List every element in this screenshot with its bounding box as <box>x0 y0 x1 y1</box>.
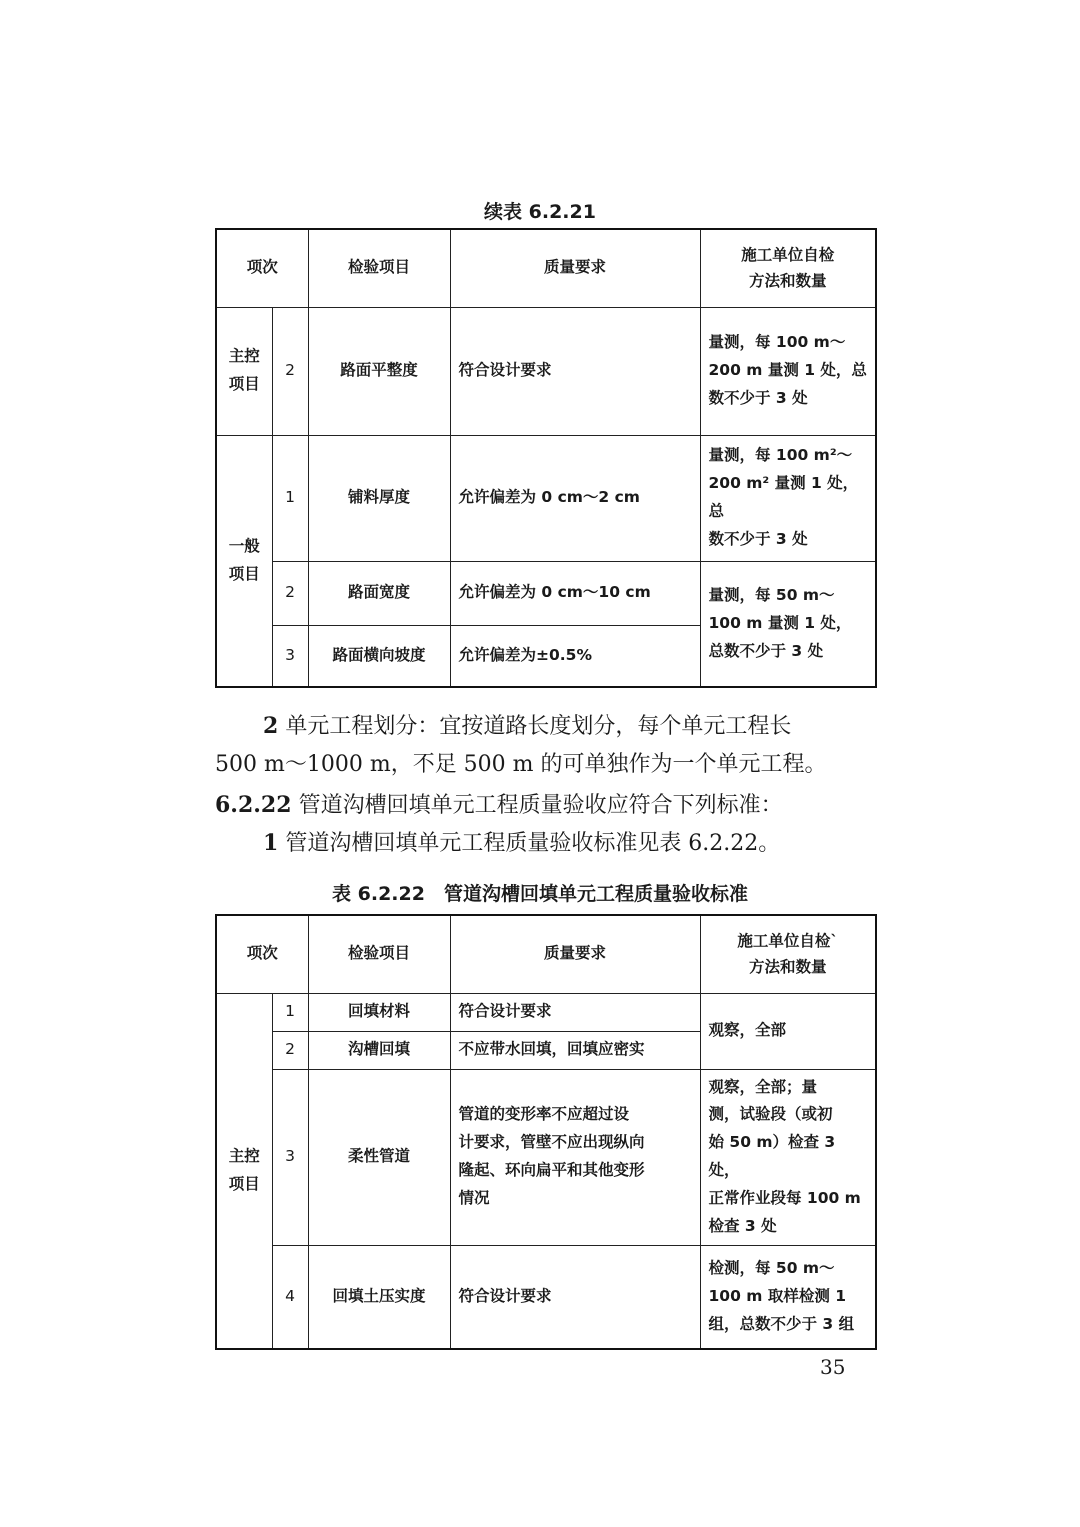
page-number: 35 <box>820 1355 846 1379</box>
check-method: 量测，每 100 m～ 200 m 量测 1 处，总 数不少于 3 处 <box>700 307 876 435</box>
table-caption: 表 6.2.22 管道沟槽回填单元工程质量验收标准 <box>332 883 748 905</box>
quality-requirement: 允许偏差为 0 cm～10 cm <box>450 561 700 625</box>
check-item: 柔性管道 <box>308 1069 450 1245</box>
quality-requirement: 允许偏差为±0.5% <box>450 625 700 687</box>
header-check: 检验项目 <box>308 229 450 307</box>
header-method: 施工单位自检` 方法和数量 <box>700 915 876 993</box>
clause-text: 管道沟槽回填单元工程质量验收应符合下列标准： <box>298 793 783 818</box>
quality-requirement: 符合设计要求 <box>450 993 700 1031</box>
check-item: 路面横向坡度 <box>308 625 450 687</box>
check-item: 回填材料 <box>308 993 450 1031</box>
row-number: 2 <box>272 1031 308 1069</box>
check-method: 观察，全部；量 测，试验段（或初 始 50 m）检查 3 处， 正常作业段每 100 m 检查 3 处 <box>700 1069 876 1245</box>
table-caption: 续表 6.2.21 <box>484 201 596 223</box>
header-quality: 质量要求 <box>450 915 700 993</box>
check-item: 回填土压实度 <box>308 1245 450 1349</box>
check-item: 沟槽回填 <box>308 1031 450 1069</box>
quality-requirement: 符合设计要求 <box>450 1245 700 1349</box>
header-item: 项次 <box>216 915 308 993</box>
category-main: 主控 项目 <box>216 307 272 435</box>
row-number: 3 <box>272 1069 308 1245</box>
check-item: 路面平整度 <box>308 307 450 435</box>
row-number: 4 <box>272 1245 308 1349</box>
row-number: 1 <box>272 435 308 561</box>
category-main: 主控 项目 <box>216 993 272 1349</box>
paragraph-clause-6-2-22 <box>215 786 875 825</box>
quality-requirement: 不应带水回填，回填应密实 <box>450 1031 700 1069</box>
quality-requirement: 符合设计要求 <box>450 307 700 435</box>
header-method: 施工单位自检 方法和数量 <box>700 229 876 307</box>
table-6-2-22 <box>215 914 877 1350</box>
check-method: 检测，每 50 m～ 100 m 取样检测 1 组，总数不少于 3 组 <box>700 1245 876 1349</box>
header-quality: 质量要求 <box>450 229 700 307</box>
check-method: 量测，每 50 m～ 100 m 量测 1 处， 总数不少于 3 处 <box>700 561 876 687</box>
quality-requirement: 允许偏差为 0 cm～2 cm <box>450 435 700 561</box>
clause-number: 6.2.22 <box>215 792 292 818</box>
quality-requirement: 管道的变形率不应超过设 计要求，管壁不应出现纵向 隆起、环向扁平和其他变形 情况 <box>450 1069 700 1245</box>
row-number: 1 <box>272 993 308 1031</box>
check-method: 观察，全部 <box>700 993 876 1069</box>
header-item: 项次 <box>216 229 308 307</box>
paragraph-text-continued: 500 m～1000 m，不足 500 m 的可单独作为一个单元工程。 <box>215 752 827 777</box>
table-6-2-21-continued <box>215 228 877 688</box>
check-item: 路面宽度 <box>308 561 450 625</box>
paragraph-text: 管道沟槽回填单元工程质量验收标准见表 6.2.22。 <box>285 831 781 856</box>
header-check: 检验项目 <box>308 915 450 993</box>
paragraph-number: 1 <box>263 830 279 856</box>
check-item: 铺料厚度 <box>308 435 450 561</box>
row-number: 2 <box>272 561 308 625</box>
paragraph-text: 单元工程划分：宜按道路长度划分，每个单元工程长 <box>285 714 792 739</box>
category-general: 一般 项目 <box>216 435 272 687</box>
paragraph-unit-division <box>215 707 875 784</box>
row-number: 2 <box>272 307 308 435</box>
row-number: 3 <box>272 625 308 687</box>
paragraph-number: 2 <box>263 713 279 739</box>
paragraph-table-reference <box>215 824 875 863</box>
check-method: 量测，每 100 m²～ 200 m² 量测 1 处，总 数不少于 3 处 <box>700 435 876 561</box>
